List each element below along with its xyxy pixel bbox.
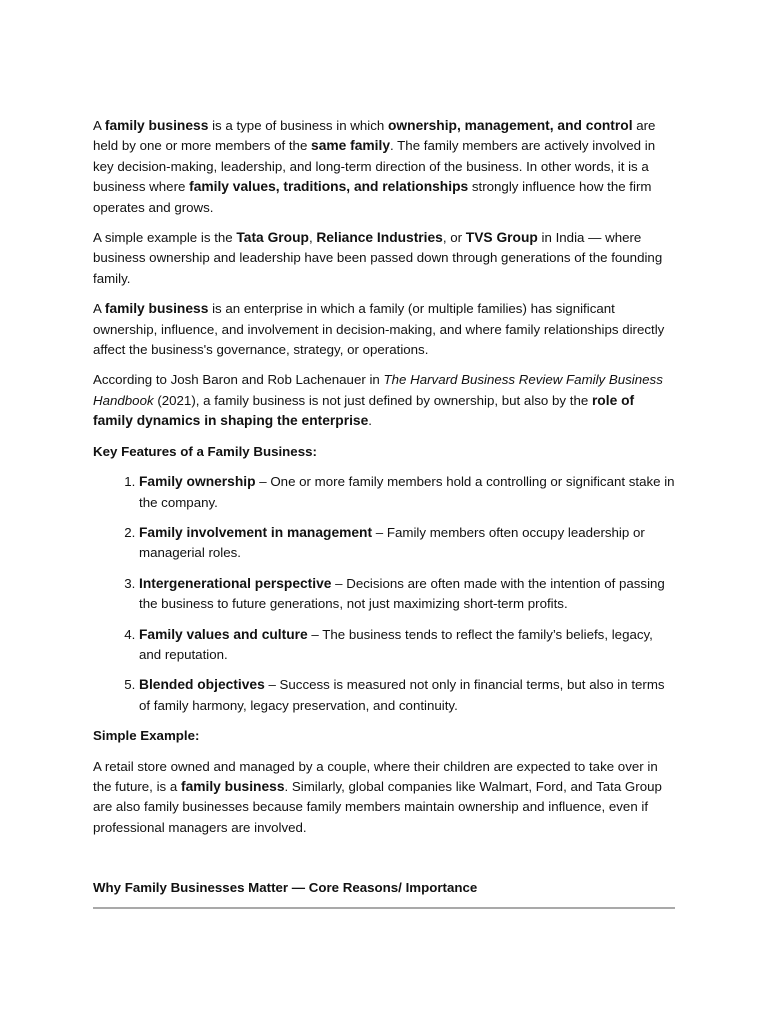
horizontal-rule bbox=[93, 907, 675, 909]
paragraph-simple-example: A retail store owned and managed by a couple, where their children are expected to take over in the future, is a family business. Similarly, global companies like Walmart, Ford, and Tata Group are also family businesses because family members maintain ownership and influence, even if professional managers are involved. bbox=[93, 758, 662, 835]
features-heading: Key Features of a Family Business: bbox=[93, 443, 317, 459]
paragraph-enterprise: A family business is an enterprise in which a family (or multiple families) has significant ownership, influence, and involvement in decision-making, and where family relationships directly affect the business's governance, strategy, or operations. bbox=[93, 301, 665, 358]
features-list bbox=[93, 472, 675, 716]
paragraph-definition: A family business is a type of business in which ownership, management, and control are held by one or more members of the same family. The family members are actively involved in key decision-making, leadership, and long-term direction of the business. In other words, it is a business where family values, traditions, and relationships strongly influence how the firm operates and grows. bbox=[93, 118, 656, 215]
example-heading: Simple Example: bbox=[93, 728, 200, 744]
document-page bbox=[93, 116, 675, 909]
paragraph-citation: According to Josh Baron and Rob Lachenauer in The Harvard Business Review Family Business Handbook (2021), a family business is not just defined by ownership, but also by the role of family dynamics in shaping the enterprise. bbox=[93, 372, 663, 429]
list-item: 2. Family involvement in management – Family members often occupy leadership or managerial roles. bbox=[139, 523, 675, 564]
paragraph-examples: A simple example is the Tata Group, Reliance Industries, or TVS Group in India — where business ownership and leadership have been passed down through generations of the founding family. bbox=[93, 230, 663, 286]
list-item: 5. Blended objectives – Success is measured not only in financial terms, but also in terms of family harmony, legacy preservation, and continuity. bbox=[139, 675, 675, 716]
list-item: 1. Family ownership – One or more family members hold a controlling or significant stake in the company. bbox=[139, 472, 675, 513]
list-item: 4. Family values and culture – The business tends to reflect the family’s beliefs, legacy, and reputation. bbox=[139, 625, 675, 666]
section-heading: Why Family Businesses Matter — Core Reasons/ Importance bbox=[93, 880, 478, 896]
list-item: 3. Intergenerational perspective – Decisions are often made with the intention of passing the business to future generations, not just maximizing short-term profits. bbox=[139, 574, 675, 615]
